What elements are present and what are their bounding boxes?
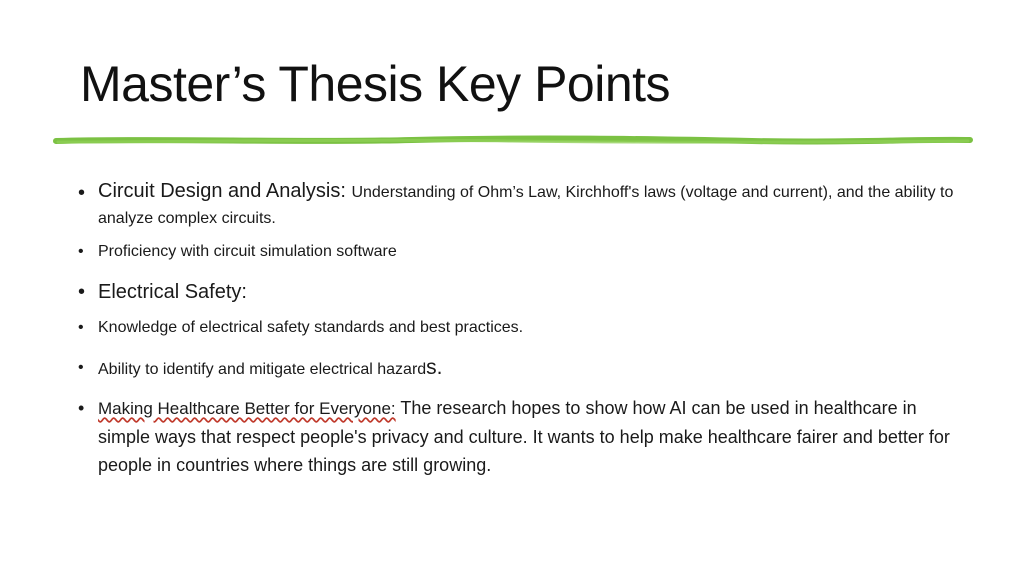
bullet-tail: s.: [426, 356, 443, 379]
bullet-text: Knowledge of electrical safety standards and best practices.: [98, 319, 524, 336]
bullet-lead: Circuit Design and Analysis:: [98, 180, 352, 202]
bullet-electrical-safety: [78, 278, 958, 306]
bullet-text: Ability to identify and mitigate electrical hazard: [98, 361, 427, 378]
bullet-text: Electrical Safety:: [98, 281, 247, 303]
bullet-hazards: [78, 356, 958, 382]
bullet-text: Proficiency with circuit simulation software: [98, 243, 397, 260]
title-divider-line: [52, 130, 974, 152]
bullet-simulation-software: [78, 240, 958, 264]
bullet-lead: Making Healthcare Better for Everyone:: [98, 399, 396, 418]
bullet-safety-standards: [78, 316, 958, 340]
bullet-text: The research hopes to show how AI can be used in healthcare in simple ways that respect people's privacy and culture. It wants to help make healthcare fairer and better for people in countries where things are still growing.: [98, 398, 950, 475]
slide-title: Master’s Thesis Key Points: [80, 56, 671, 112]
divider-stroke-texture: [58, 140, 968, 142]
bullet-healthcare: [78, 394, 958, 479]
bullet-circuit-design: [78, 178, 958, 232]
bullet-list: [78, 178, 958, 479]
bullet-text: Understanding of Ohm’s Law, Kirchhoff's laws (voltage and current), and the ability to analyze complex circuits.: [98, 184, 954, 227]
